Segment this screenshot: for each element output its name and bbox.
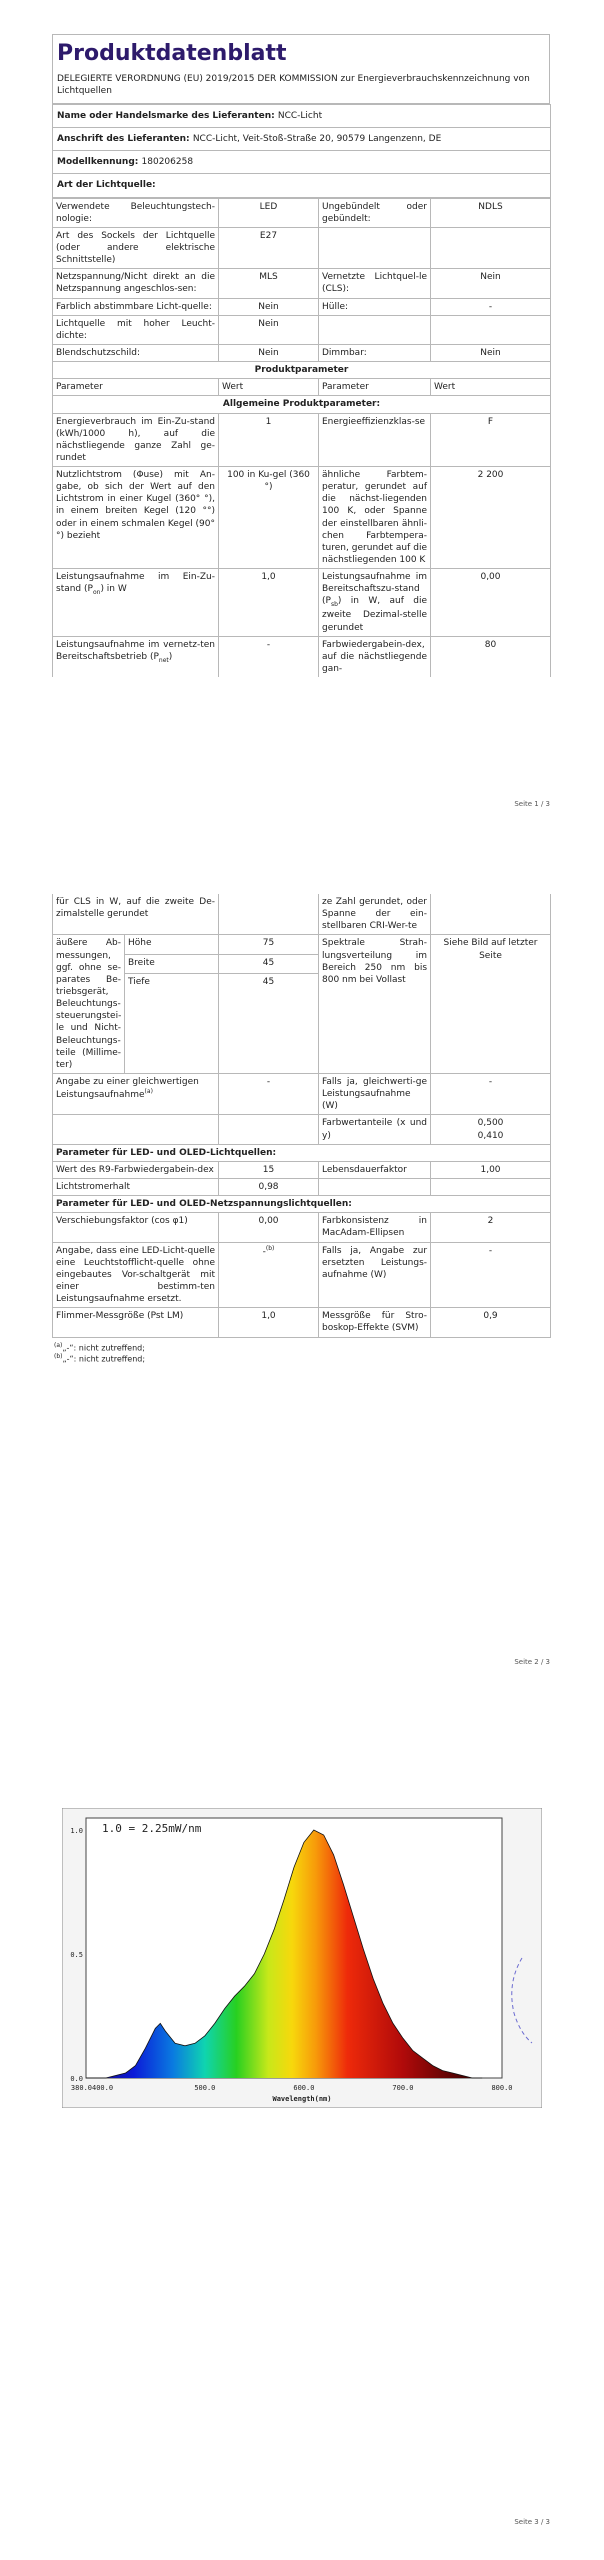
param-value: - xyxy=(431,1073,551,1114)
network-standby-row xyxy=(53,636,551,677)
model-value: 180206258 xyxy=(141,157,194,168)
param-value: 0,00 xyxy=(219,1213,319,1242)
x-tick-label: 700.0 xyxy=(392,2084,414,2092)
param-label: Flimmer-Messgröße (Pst LM) xyxy=(53,1308,219,1337)
x-tick-label: 380.0400.0 xyxy=(70,2084,114,2092)
param-label: Nutzlichtstrom (Φuse) mit An-gabe, ob sich der Wert auf den Lichtstrom in einer Kugel (360° °), in einem breiten Kegel (120 °°) oder in einem schmalen Kegel (90° °) bezieht xyxy=(53,467,219,569)
model-row xyxy=(53,151,551,174)
param-label: Farbkonsistenz in MacAdam-Ellipsen xyxy=(319,1213,431,1242)
supplier-name-row xyxy=(53,104,551,127)
column-header: Parameter xyxy=(319,379,431,396)
param-label: Ungebündelt oder gebündelt: xyxy=(319,198,431,227)
param-label: Vernetzte Lichtquel-le (CLS): xyxy=(319,269,431,298)
param-label: Verwendete Beleuchtungstech-nologie: xyxy=(53,198,219,227)
footnote-ref: (a) xyxy=(144,1088,153,1096)
param-value xyxy=(431,227,551,268)
footnote-text: „-“: nicht zutreffend; xyxy=(62,1343,145,1353)
led-params-header: Parameter für LED- und OLED-Lichtquellen: xyxy=(53,1144,551,1161)
supplier-name-label: Name oder Handelsmarke des Lieferanten: xyxy=(57,110,275,121)
params-continued-table xyxy=(52,894,551,1338)
param-value: 2 xyxy=(431,1213,551,1242)
y-tick-label: 0.0 xyxy=(70,2075,83,2083)
light-type-header-row xyxy=(53,174,551,197)
param-label: Blendschutzschild: xyxy=(53,344,219,361)
lumen-maintenance-row xyxy=(53,1178,551,1195)
regulation-text: DELEGIERTE VERORDNUNG (EU) 2019/2015 DER KOMMISSION zur Energieverbrauchskennzeichnung von Lichtquellen xyxy=(52,71,550,104)
label-part: Leistungsaufnahme im Ein-Zu-stand (P xyxy=(56,572,215,595)
param-value: MLS xyxy=(219,269,319,298)
param-label: Farbwertanteile (x und y) xyxy=(319,1115,431,1144)
label-part: ) in W, auf die zweite Dezimal-stelle gerundet xyxy=(322,596,427,633)
param-label: Lichtquelle mit hoher Leucht-dichte: xyxy=(53,315,219,344)
page-number: Seite 2 / 3 xyxy=(514,1658,550,1666)
param-value: E27 xyxy=(219,227,319,268)
light-type-row xyxy=(53,315,551,344)
dimension-label: Höhe xyxy=(125,935,219,954)
param-value: 2 200 xyxy=(431,467,551,569)
label-part: ) xyxy=(168,651,173,662)
param-value: LED xyxy=(219,198,319,227)
param-value: 45 xyxy=(219,973,319,1073)
dimensions-row xyxy=(53,935,551,954)
footnote-marker: (a) xyxy=(54,1341,63,1349)
param-label: Farbwiedergabein-dex, auf die nächstliegende gan- xyxy=(319,636,431,677)
datasheet-page-1 xyxy=(52,34,550,677)
param-value: Nein xyxy=(219,344,319,361)
supplier-table xyxy=(52,104,551,198)
label-part: Leistungsaufnahme im Bereitschaftszu-stand (P xyxy=(322,572,427,607)
product-params-header: Produktparameter xyxy=(53,362,551,379)
replacement-row xyxy=(53,1242,551,1308)
param-value: 45 xyxy=(219,954,319,973)
supplier-address-label: Anschrift des Lieferanten: xyxy=(57,134,190,145)
page-number: Seite 3 / 3 xyxy=(514,2518,550,2526)
mains-params-header-row xyxy=(53,1196,551,1213)
footnote-ref: (b) xyxy=(265,1244,275,1252)
param-label: Art des Sockels der Lichtquelle (oder andere elektrische Schnittstelle) xyxy=(53,227,219,268)
label-subscript: sb xyxy=(330,601,338,609)
label-subscript: on xyxy=(92,589,101,597)
column-header: Wert xyxy=(431,379,551,396)
empty-cell xyxy=(53,1115,219,1144)
param-value: NDLS xyxy=(431,198,551,227)
param-label xyxy=(319,227,431,268)
supplier-name-value: NCC-Licht xyxy=(277,110,323,121)
param-label: Lebensdauerfaktor xyxy=(319,1161,431,1178)
light-type-row xyxy=(53,298,551,315)
light-type-header: Art der Lichtquelle: xyxy=(53,174,551,197)
label-part: ) in W xyxy=(100,584,127,595)
param-value: F xyxy=(431,413,551,467)
equivalent-power-row xyxy=(53,1073,551,1114)
param-label: Spektrale Strah-lungsverteilung im Bereich 250 nm bis 800 nm bei Vollast xyxy=(319,935,431,1074)
param-label: Dimmbar: xyxy=(319,344,431,361)
spectral-distribution-chart xyxy=(62,1808,542,2108)
page-number: Seite 1 / 3 xyxy=(514,800,550,808)
y-tick-label: 1.0 xyxy=(70,1827,83,1835)
model-label: Modellkennung: xyxy=(57,157,139,168)
param-value: 80 xyxy=(431,636,551,677)
displacement-row xyxy=(53,1213,551,1242)
light-type-row xyxy=(53,269,551,298)
param-value: 1,0 xyxy=(219,1308,319,1337)
x-tick-label: 500.0 xyxy=(194,2084,216,2092)
empty-cell xyxy=(431,1178,551,1195)
x-tick-label: 600.0 xyxy=(293,2084,315,2092)
param-label: ze Zahl gerundet, oder Spanne der ein-stellbaren CRI-Wer-te xyxy=(319,894,431,935)
param-value: 75 xyxy=(219,935,319,954)
param-label: Energieverbrauch im Ein-Zu-stand (kWh/1000 h), auf die nächstliegende ganze Zahl ge-rundet xyxy=(53,413,219,467)
param-label: Wert des R9-Farbwiedergabein-dex xyxy=(53,1161,219,1178)
param-label: Verschiebungsfaktor (cos φ1) xyxy=(53,1213,219,1242)
document-title: Produktdatenblatt xyxy=(52,34,550,71)
footnotes xyxy=(52,1342,550,1366)
footnote-marker: (b) xyxy=(54,1353,63,1361)
dimension-label: Breite xyxy=(125,954,219,973)
label-subscript: net xyxy=(158,656,169,664)
column-header: Parameter xyxy=(53,379,219,396)
param-value: 1,0 xyxy=(219,569,319,636)
param-value: - xyxy=(431,298,551,315)
param-value: 1 xyxy=(219,413,319,467)
param-value: 15 xyxy=(219,1161,319,1178)
light-type-row xyxy=(53,227,551,268)
y-tick-label: 0.5 xyxy=(70,1951,83,1959)
x-axis-label: Wavelength(nm) xyxy=(272,2095,332,2103)
column-header-row xyxy=(53,379,551,396)
supplier-address-row xyxy=(53,128,551,151)
r9-row xyxy=(53,1161,551,1178)
param-value: 0,9 xyxy=(431,1308,551,1337)
column-header: Wert xyxy=(219,379,319,396)
param-label: Energieeffizienzklas-se xyxy=(319,413,431,467)
value-part: - xyxy=(262,1246,266,1257)
param-label: Angabe, dass eine LED-Licht-quelle eine Leuchtstofflicht-quelle ohne eingebautes Vor-schaltgerät mit einer bestimm-ten Leistungsaufnahme ersetzt. xyxy=(53,1242,219,1308)
x-tick-label: 800.0 xyxy=(491,2084,513,2092)
chroma-x: 0,500 xyxy=(477,1118,504,1129)
mains-params-header: Parameter für LED- und OLED-Netzspannungslichtquellen: xyxy=(53,1196,551,1213)
param-value: 100 in Ku-gel (360 °) xyxy=(219,467,319,569)
param-label xyxy=(53,569,219,636)
datasheet-page-2 xyxy=(52,894,550,1365)
supplier-address-value: NCC-Licht, Veit-Stoß-Straße 20, 90579 Langenzenn, DE xyxy=(192,134,442,145)
param-label: Messgröße für Stro-boskop-Effekte (SVM) xyxy=(319,1308,431,1337)
param-value: 0,98 xyxy=(219,1178,319,1195)
page-2 xyxy=(0,880,604,1670)
light-type-table xyxy=(52,198,551,678)
param-label: Falls ja, gleichwerti-ge Leistungsaufnahme (W) xyxy=(319,1073,431,1114)
param-label: Netzspannung/Nicht direkt an die Netzspannung angeschlos-sen: xyxy=(53,269,219,298)
footnote-a xyxy=(52,1342,550,1354)
param-label: Falls ja, Angabe zur ersetzten Leistungs-aufnahme (W) xyxy=(319,1242,431,1308)
param-value xyxy=(431,1115,551,1144)
param-value: - xyxy=(219,636,319,677)
param-value: 1,00 xyxy=(431,1161,551,1178)
general-params-header: Allgemeine Produktparameter: xyxy=(53,396,551,413)
label-part: Angabe zu einer gleichwertigen Leistungsaufnahme xyxy=(56,1076,199,1101)
param-label: ähnliche Farbtem-peratur, gerundet auf die nächst-liegenden 100 K, oder Spanne der einstellbaren ähnli-chen Farbtempera-turen, gerundet auf die nächstliegenden 100 K xyxy=(319,467,431,569)
led-params-header-row xyxy=(53,1144,551,1161)
chromaticity-row xyxy=(53,1115,551,1144)
param-label xyxy=(53,636,219,677)
param-value: 0,00 xyxy=(431,569,551,636)
param-value: Siehe Bild auf letzter Seite xyxy=(431,935,551,1074)
param-value: Nein xyxy=(219,298,319,315)
param-label: Hülle: xyxy=(319,298,431,315)
chart-annotation: 1.0 = 2.25mW/nm xyxy=(102,1822,202,1835)
param-value: Nein xyxy=(431,344,551,361)
light-type-row xyxy=(53,198,551,227)
param-label: äußere Ab-messungen, ggf. ohne se-parates Be-triebsgerät, Beleuchtungs-steuerungstei-le und Nicht-Beleuchtungs-teile (Millime-ter) xyxy=(53,935,125,1074)
flux-row xyxy=(53,467,551,569)
energy-row xyxy=(53,413,551,467)
param-value xyxy=(219,1242,319,1308)
product-params-header-row xyxy=(53,362,551,379)
footnote-text: „-“: nicht zutreffend; xyxy=(62,1355,146,1364)
general-params-header-row xyxy=(53,396,551,413)
empty-cell xyxy=(219,894,319,935)
page-1 xyxy=(0,0,604,820)
param-label: Lichtstromerhalt xyxy=(53,1178,219,1195)
power-row xyxy=(53,569,551,636)
empty-cell xyxy=(219,1115,319,1144)
footnote-b xyxy=(52,1353,550,1365)
param-label xyxy=(319,315,431,344)
dimension-label: Tiefe xyxy=(125,973,219,1073)
flicker-row xyxy=(53,1308,551,1337)
param-value: - xyxy=(219,1073,319,1114)
param-label: Farblich abstimmbare Licht-quelle: xyxy=(53,298,219,315)
param-value xyxy=(431,315,551,344)
param-value: - xyxy=(431,1242,551,1308)
param-label xyxy=(53,1073,219,1114)
label-part: Leistungsaufnahme im vernetz-ten Bereitschaftsbetrieb (P xyxy=(56,639,215,662)
param-label: für CLS in W, auf die zweite De-zimalstelle gerundet xyxy=(53,894,219,935)
param-value: Nein xyxy=(219,315,319,344)
chroma-y: 0,410 xyxy=(477,1130,504,1141)
continued-row xyxy=(53,894,551,935)
empty-cell xyxy=(431,894,551,935)
param-label xyxy=(319,569,431,636)
param-value: Nein xyxy=(431,269,551,298)
light-type-row xyxy=(53,344,551,361)
empty-cell xyxy=(319,1178,431,1195)
